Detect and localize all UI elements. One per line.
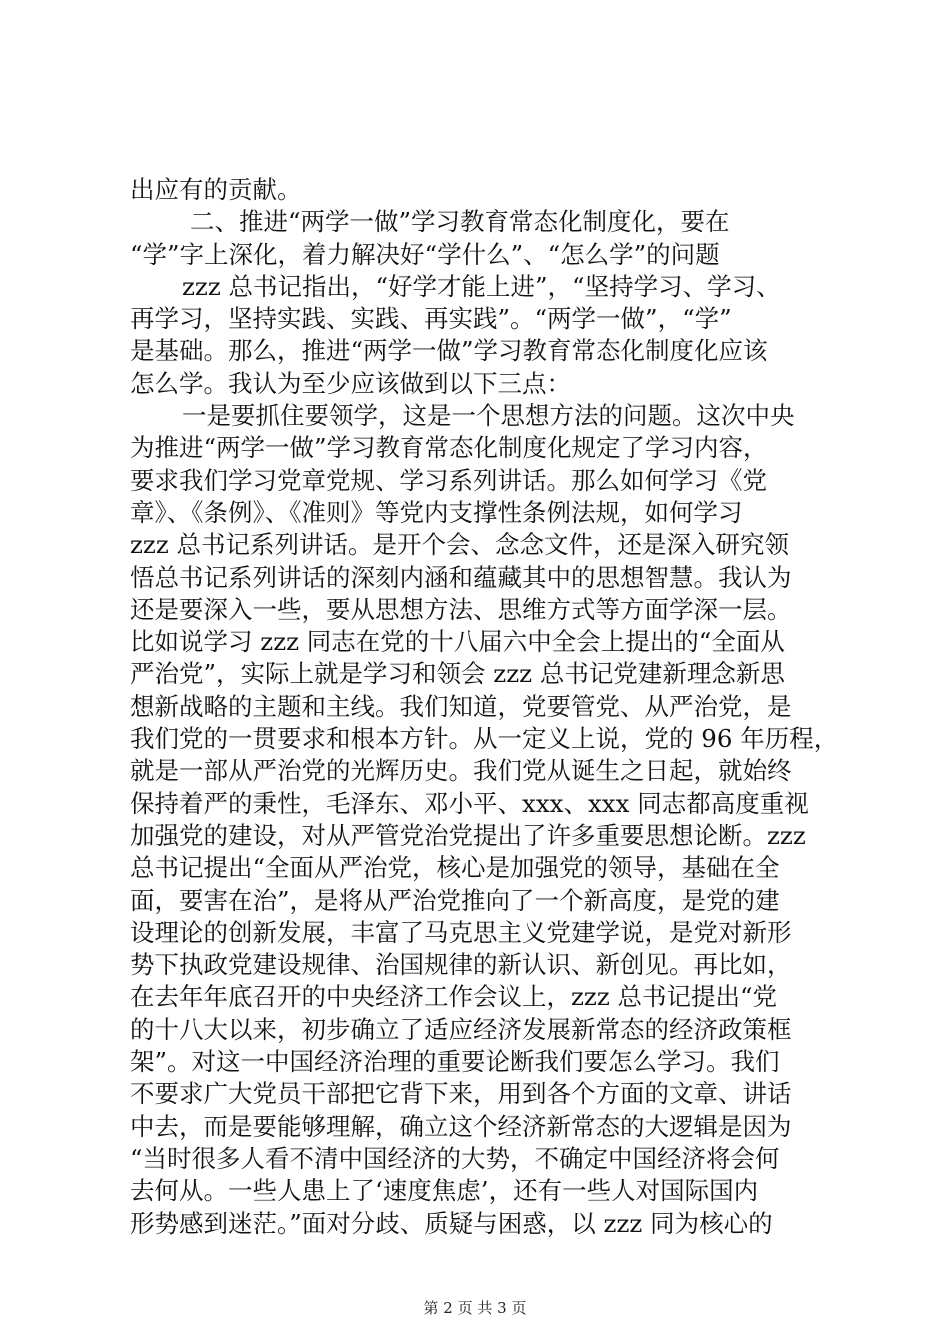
text-line: 要求我们学习党章党规、学习系列讲话。那么如何学习《党 xyxy=(130,465,767,495)
text-line: 就是一部从严治党的光辉历史。我们党从诞生之日起，就始终 xyxy=(130,756,792,786)
paragraph-start-line: zzz 总书记指出，“好学才能上进”，“坚持学习、学习、 xyxy=(182,271,781,301)
text-line: 章》、《条例》、《准则》等党内支撑性条例法规，如何学习 xyxy=(130,497,743,527)
text-line: 还是要深入一些，要从思想方法、思维方式等方面学深一层。 xyxy=(130,594,792,624)
text-line: 加强党的建设，对从严管党治党提出了许多重要思想论断。zzz xyxy=(130,820,806,850)
text-line: 总书记提出“全面从严治党，核心是加强党的领导，基础在全 xyxy=(130,853,780,883)
text-line: 势下执政党建设规律、治国规律的新认识、新创见。再比如， xyxy=(130,950,792,980)
text-line: 想新战略的主题和主线。我们知道，党要管党、从严治党，是 xyxy=(130,691,792,721)
text-line: 在去年年底召开的中央经济工作会议上，zzz 总书记提出“党 xyxy=(130,982,778,1012)
section-heading-line: “学”字上深化，着力解决好“学什么”、“怎么学”的问题 xyxy=(130,239,720,269)
text-line: 的十八大以来，初步确立了适应经济发展新常态的经济政策框 xyxy=(130,1014,792,1044)
text-line: 我们党的一贯要求和根本方针。从一定义上说，党的 96 年历程， xyxy=(130,724,839,754)
text-line: 悟总书记系列讲话的深刻内涵和蕴藏其中的思想智慧。我认为 xyxy=(130,562,792,592)
text-line: 比如说学习 zzz 同志在党的十八届六中全会上提出的“全面从 xyxy=(130,627,785,657)
text-line: 再学习，坚持实践、实践、再实践”。“两学一做”，“学” xyxy=(130,304,732,334)
text-line: 出应有的贡献。 xyxy=(130,175,302,204)
page-number-footer: 第 2 页 共 3 页 xyxy=(423,1299,527,1317)
text-line: 中去，而是要能够理解，确立这个经济新常态的大逻辑是因为 xyxy=(130,1111,792,1141)
body-text xyxy=(130,174,840,1240)
text-line: 为推进“两学一做”学习教育常态化制度化规定了学习内容， xyxy=(130,433,768,463)
text-line: 去何从。一些人患上了‘速度焦虑’，还有一些人对国际国内 xyxy=(130,1176,759,1206)
paragraph-start-line: 一是要抓住要领学，这是一个思想方法的问题。这次中央 xyxy=(182,401,795,431)
section-heading-line: 二、推进“两学一做”学习教育常态化制度化，要在 xyxy=(190,207,730,237)
text-line: 是基础。那么，推进“两学一做”学习教育常态化制度化应该 xyxy=(130,336,768,366)
text-line: 架”。对这一中国经济治理的重要论断我们要怎么学习。我们 xyxy=(130,1047,780,1077)
text-line: 形势感到迷茫。”面对分歧、质疑与困惑，以 zzz 同为核心的 xyxy=(130,1208,773,1238)
text-line: 设理论的创新发展，丰富了马克思主义党建学说，是党对新形 xyxy=(130,917,792,947)
text-line: zzz 总书记系列讲话。是开个会、念念文件，还是深入研究领 xyxy=(130,530,790,560)
text-line: 保持着严的秉性，毛泽东、邓小平、xxx、xxx 同志都高度重视 xyxy=(130,788,809,818)
text-line: 面，要害在治”，是将从严治党推向了一个新高度，是党的建 xyxy=(130,885,780,915)
text-line: “当时很多人看不清中国经济的大势，不确定中国经济将会何 xyxy=(130,1143,780,1173)
text-line: 严治党”，实际上就是学习和领会 zzz 总书记党建新理念新思 xyxy=(130,659,785,689)
text-line: 怎么学。我认为至少应该做到以下三点： xyxy=(130,368,571,398)
text-line: 不要求广大党员干部把它背下来，用到各个方面的文章、讲话 xyxy=(130,1079,792,1109)
